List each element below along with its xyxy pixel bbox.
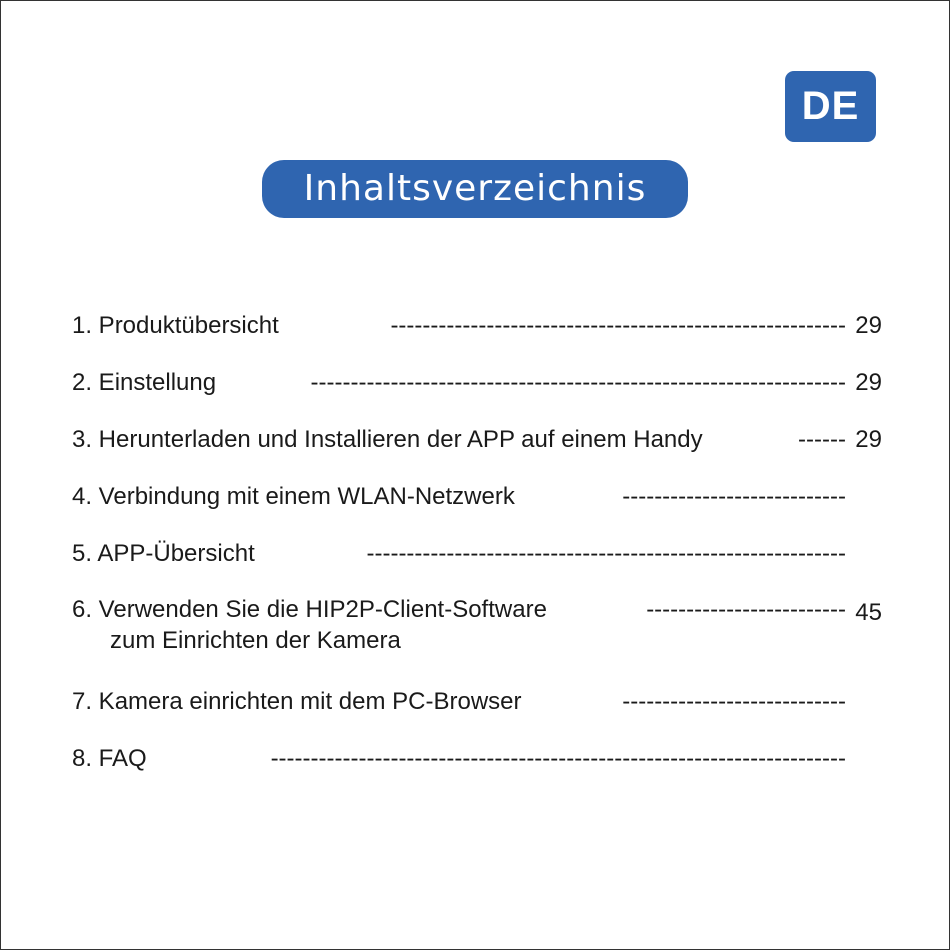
toc-leader: ------------------------------------------------------------ (366, 540, 846, 567)
toc-leader: --------------------------------------------------------- (390, 312, 846, 339)
toc-leader: ---------------------------- (622, 688, 846, 715)
language-badge: DE (785, 71, 876, 142)
toc-label: 5. APP-Übersicht (72, 536, 255, 572)
toc-entry-8[interactable] (72, 741, 882, 777)
toc-label: 7. Kamera einrichten mit dem PC-Browser (72, 684, 521, 720)
toc-page-number: 29 (855, 426, 882, 453)
toc-page-number: 45 (855, 599, 882, 626)
toc-entry-6-continuation: zum Einrichten der Kamera (110, 627, 401, 654)
page-title: Inhaltsverzeichnis (262, 160, 688, 218)
toc-entry-3[interactable] (72, 422, 882, 458)
toc-leader: ------------------------- (646, 596, 846, 623)
toc-leader: ---------------------------- (622, 483, 846, 510)
toc-label: 3. Herunterladen und Installieren der APP auf einem Handy (72, 422, 703, 458)
toc-page-number: 29 (855, 369, 882, 396)
toc-page-number: 29 (855, 312, 882, 339)
toc-label: 6. Verwenden Sie die HIP2P-Client-Software (72, 592, 547, 628)
toc-label: 2. Einstellung (72, 365, 216, 401)
toc-entry-5[interactable] (72, 536, 882, 572)
toc-entry-1[interactable] (72, 308, 882, 344)
toc-leader: ------------------------------------------------------------------- (310, 369, 846, 396)
toc-entry-2[interactable] (72, 365, 882, 401)
toc-label: 4. Verbindung mit einem WLAN-Netzwerk (72, 479, 515, 515)
toc-entry-4[interactable] (72, 479, 882, 515)
toc-entry-7[interactable] (72, 684, 882, 720)
toc-label: 1. Produktübersicht (72, 308, 279, 344)
toc-leader: ------------------------------------------------------------------------ (270, 745, 846, 772)
toc-label: 8. FAQ (72, 741, 147, 777)
toc-leader: ------ (798, 426, 846, 453)
